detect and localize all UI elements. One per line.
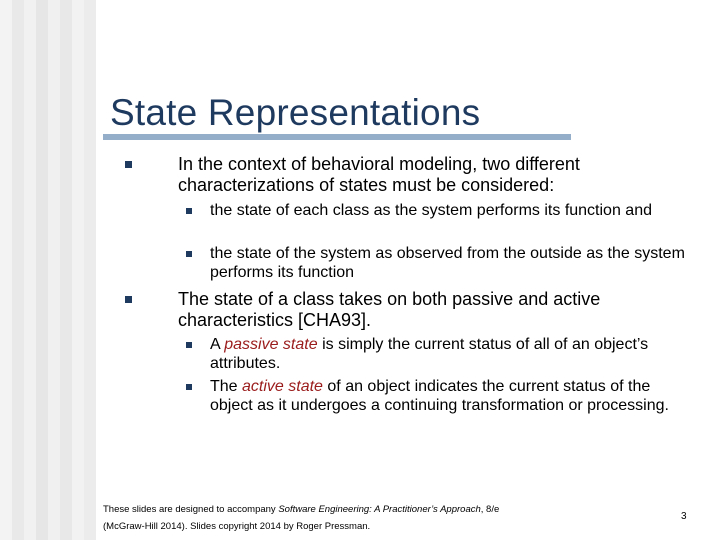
bullet-text: In the context of behavioral modeling, two different characterizations of states must be considered: (178, 154, 580, 195)
active-state-term: active state (242, 378, 323, 395)
slide-title: State Representations (110, 92, 481, 133)
sub-bullet-text-after: of an object indicates the current status of the object as it undergoes a continuing transformation or processing. (210, 378, 669, 414)
sub-bullet-marker-icon (185, 207, 193, 215)
bullet-marker-icon (124, 160, 132, 168)
sub-bullet-text: the state of each class as the system performs its function and (210, 202, 652, 219)
page-number: 3 (681, 511, 687, 522)
footer-prefix: These slides are designed to accompany (103, 504, 279, 515)
sub-bullet-text: the state of the system as observed from the outside as the system performs its function (210, 245, 685, 281)
sub-bullet-text-after: is simply the current status of all of an object’s attributes. (210, 336, 649, 372)
sub-bullet-text-before: A (210, 336, 225, 353)
bullet-marker-icon (124, 295, 132, 303)
sub-bullet-text (210, 335, 660, 373)
footer-edition: , 8/e (480, 504, 500, 515)
passive-state-term: passive state (224, 336, 318, 353)
decorative-stripes (0, 0, 96, 540)
sub-bullet-marker-icon (185, 383, 193, 391)
sub-bullet-marker-icon (185, 250, 193, 258)
sub-bullet-text-before: The (210, 378, 243, 395)
bullet-text: The state of a class takes on both passive and active characteristics [CHA93]. (178, 289, 601, 330)
sub-bullet-marker-icon (185, 341, 193, 349)
footer-book-title: Software Engineering: A Practitioner’s Approach (278, 504, 481, 515)
title-underline (103, 134, 571, 140)
footer-copyright: (McGraw-Hill 2014). Slides copyright 2014 by Roger Pressman. (103, 521, 371, 532)
sub-bullet-text (210, 377, 685, 415)
slide-footer (103, 501, 583, 535)
